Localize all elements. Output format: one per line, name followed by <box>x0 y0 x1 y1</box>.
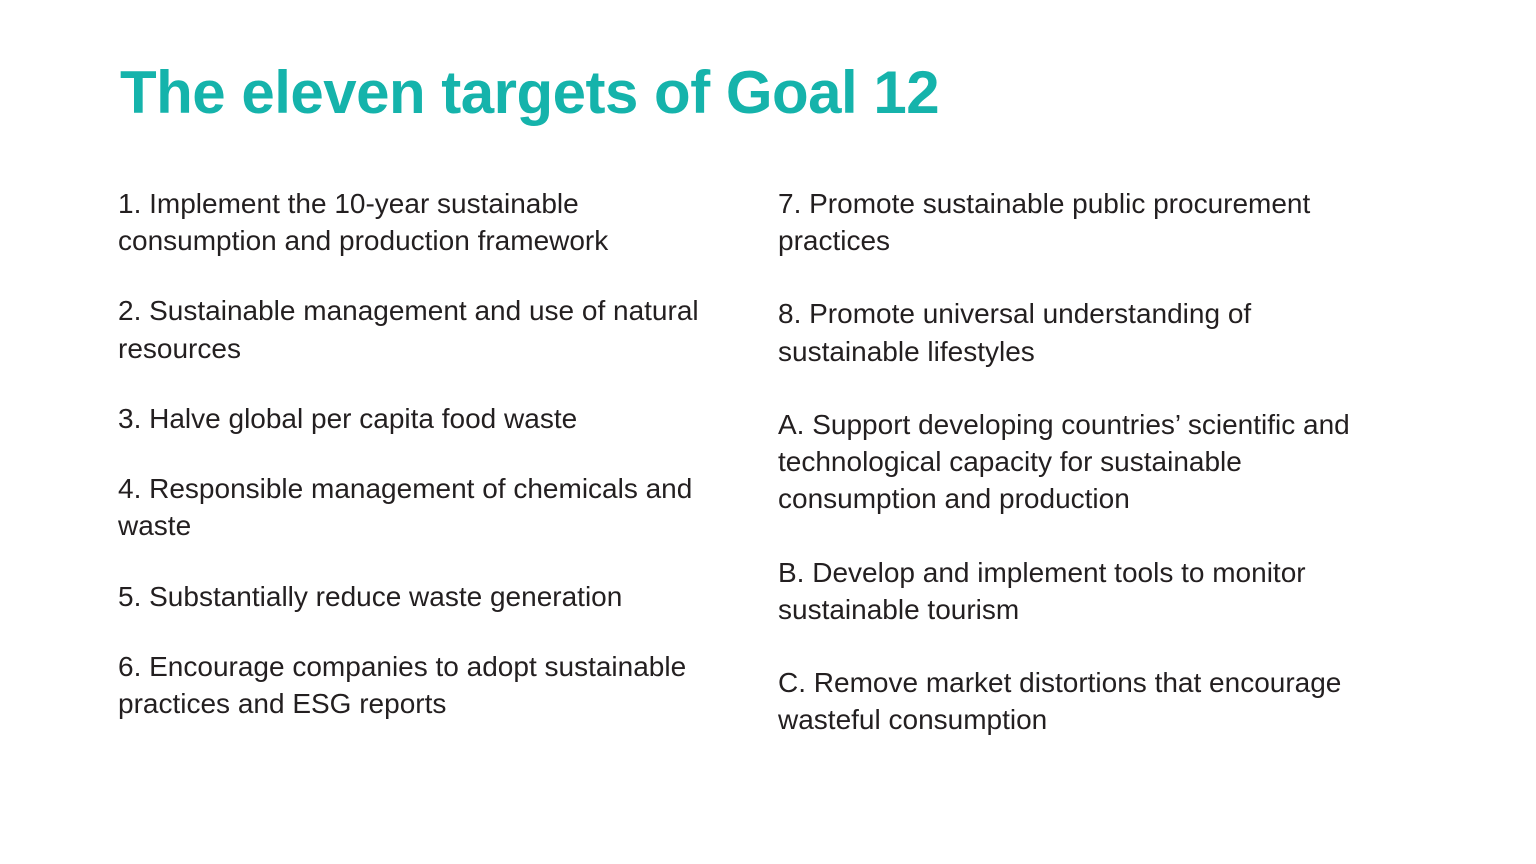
targets-columns <box>118 185 1418 775</box>
page-title: The eleven targets of Goal 12 <box>120 59 940 126</box>
list-item: 6. Encourage companies to adopt sustainable practices and ESG reports <box>118 650 687 720</box>
list-item: 7. Promote sustainable public procurement practices <box>778 188 1311 257</box>
targets-column-right <box>778 185 1418 775</box>
list-item: 3. Halve global per capita food waste <box>118 402 578 434</box>
list-item: B. Develop and implement tools to monitor sustainable tourism <box>778 556 1306 625</box>
list-item: 5. Substantially reduce waste generation <box>118 580 623 612</box>
list-item: 1. Implement the 10-year sustainable consumption and production framework <box>118 188 609 257</box>
list-item: 2. Sustainable management and use of natural resources <box>118 295 699 364</box>
targets-column-left <box>118 185 718 775</box>
list-item: A. Support developing countries’ scientific and technological capacity for sustainable consumption and production <box>778 408 1350 515</box>
list-item: C. Remove market distortions that encourage wasteful consumption <box>778 667 1342 736</box>
list-item: 8. Promote universal understanding of sustainable lifestyles <box>778 298 1252 367</box>
list-item: 4. Responsible management of chemicals and waste <box>118 473 693 542</box>
